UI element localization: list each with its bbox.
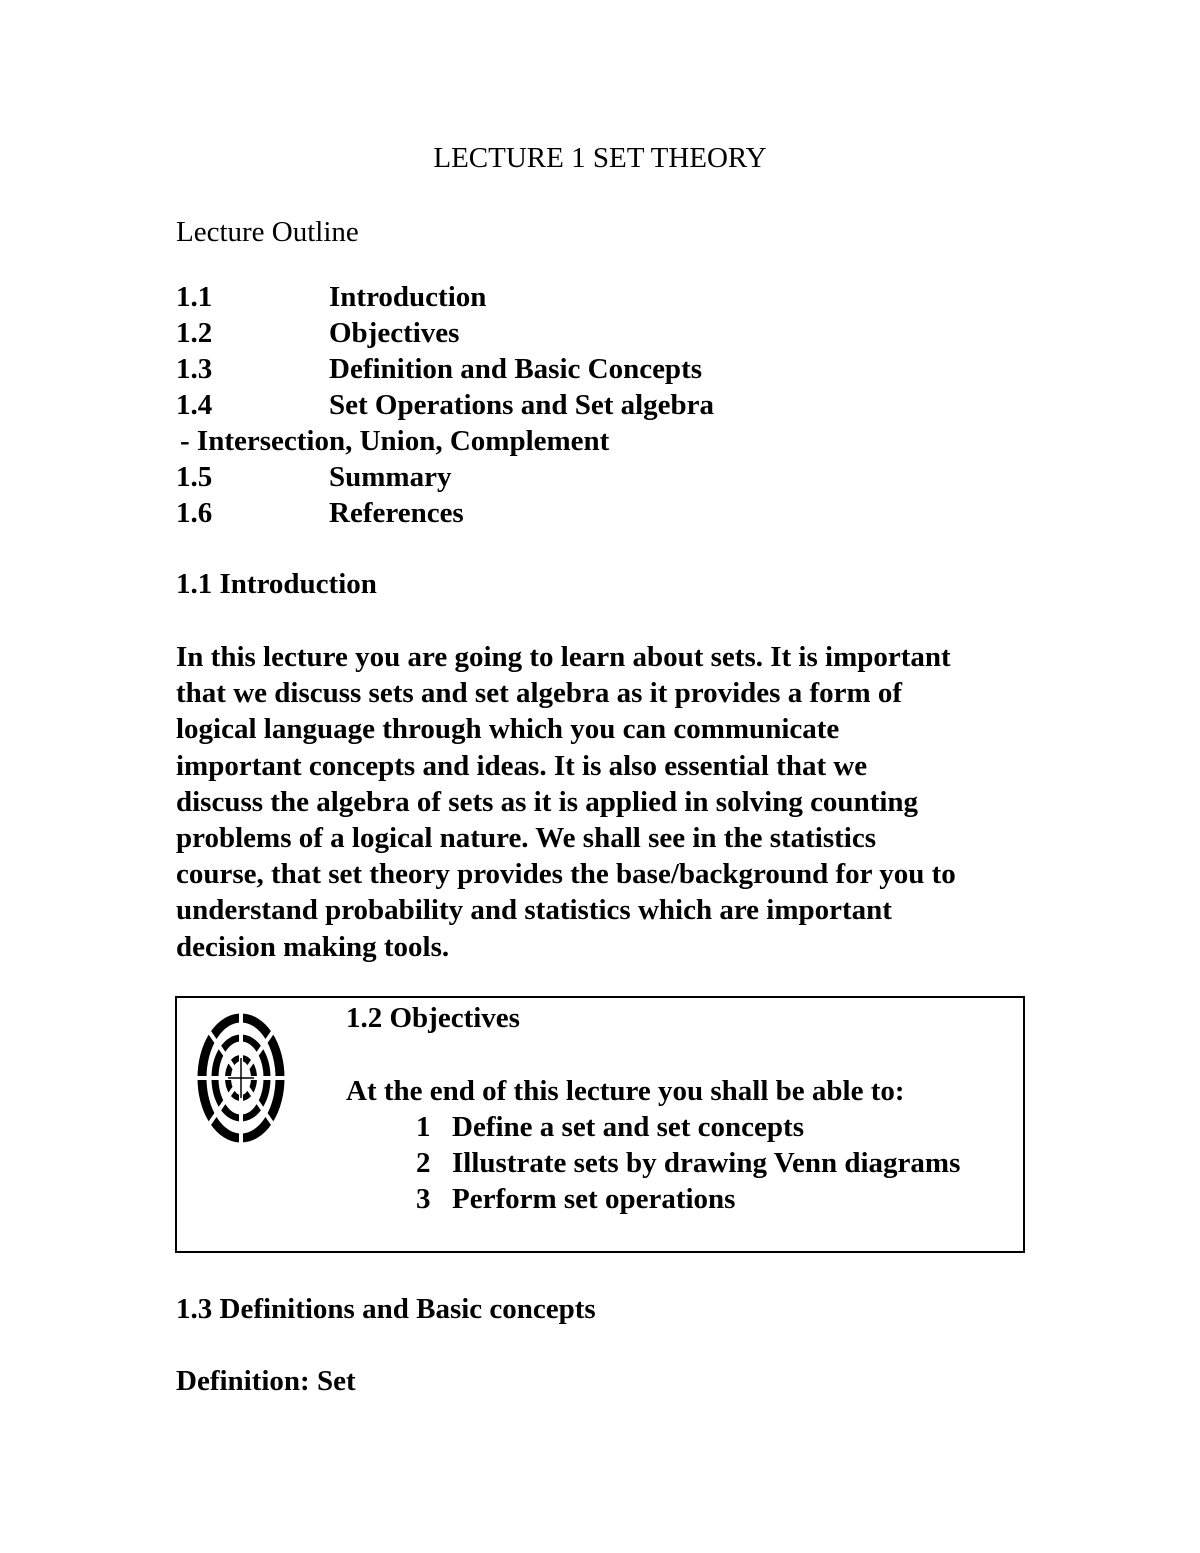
definitions-heading: 1.3 Definitions and Basic concepts (176, 1293, 596, 1325)
outline-item-number: 1.3 (176, 353, 213, 385)
objectives-heading: 1.2 Objectives (346, 1002, 520, 1034)
objectives-list (416, 1109, 960, 1217)
outline-list (176, 279, 714, 531)
introduction-paragraph (176, 639, 1036, 965)
outline-item (176, 279, 714, 315)
objectives-box (175, 996, 1025, 1253)
paragraph-line: In this lecture you are going to learn about sets. It is important (176, 641, 951, 673)
outline-item (176, 459, 714, 495)
outline-heading: Lecture Outline (176, 216, 359, 248)
objective-number: 2 (416, 1147, 431, 1179)
outline-item-label: References (329, 497, 464, 529)
outline-item (176, 315, 714, 351)
paragraph-line: logical language through which you can communicate (176, 713, 840, 746)
outline-item-label: Summary (329, 461, 452, 493)
outline-item-number: 1.1 (176, 281, 213, 313)
outline-item-number: 1.5 (176, 461, 213, 493)
page-title: LECTURE 1 SET THEORY (433, 142, 767, 174)
paragraph-line: discuss the algebra of sets as it is applied in solving counting (176, 785, 919, 818)
outline-item (176, 387, 714, 423)
definition-set-label: Definition: Set (176, 1365, 356, 1397)
outline-subitem (176, 423, 714, 459)
objective-label: Define a set and set concepts (452, 1111, 804, 1143)
outline-item-label: Definition and Basic Concepts (329, 353, 703, 385)
outline-item-label: Introduction (329, 281, 487, 313)
paragraph-line: understand probability and statistics which are important (176, 894, 892, 927)
outline-item (176, 495, 714, 531)
paragraph-line: important concepts and ideas. It is also essential that we (176, 749, 868, 782)
target-icon (193, 1008, 289, 1148)
outline-subitem-label: - Intersection, Union, Complement (180, 425, 610, 457)
paragraph-line: course, that set theory provides the base/background for you to (176, 858, 956, 891)
paragraph-line: that we discuss sets and set algebra as it provides a form of (176, 677, 903, 710)
paragraph-line: decision making tools. (176, 930, 450, 963)
paragraph-line: problems of a logical nature. We shall see in the statistics (176, 822, 877, 855)
objective-label: Perform set operations (452, 1183, 736, 1215)
objective-number: 1 (416, 1111, 431, 1143)
objective-number: 3 (416, 1183, 431, 1215)
outline-item (176, 351, 714, 387)
objectives-intro: At the end of this lecture you shall be able to: (346, 1075, 905, 1107)
outline-item-number: 1.6 (176, 497, 213, 529)
objective-item (416, 1181, 960, 1217)
introduction-heading: 1.1 Introduction (176, 568, 377, 600)
outline-item-number: 1.2 (176, 317, 213, 349)
outline-item-number: 1.4 (176, 389, 213, 421)
outline-item-label: Set Operations and Set algebra (329, 389, 715, 421)
outline-item-label: Objectives (329, 317, 460, 349)
objective-item (416, 1109, 960, 1145)
objective-item (416, 1145, 960, 1181)
objective-label: Illustrate sets by drawing Venn diagrams (452, 1147, 961, 1179)
